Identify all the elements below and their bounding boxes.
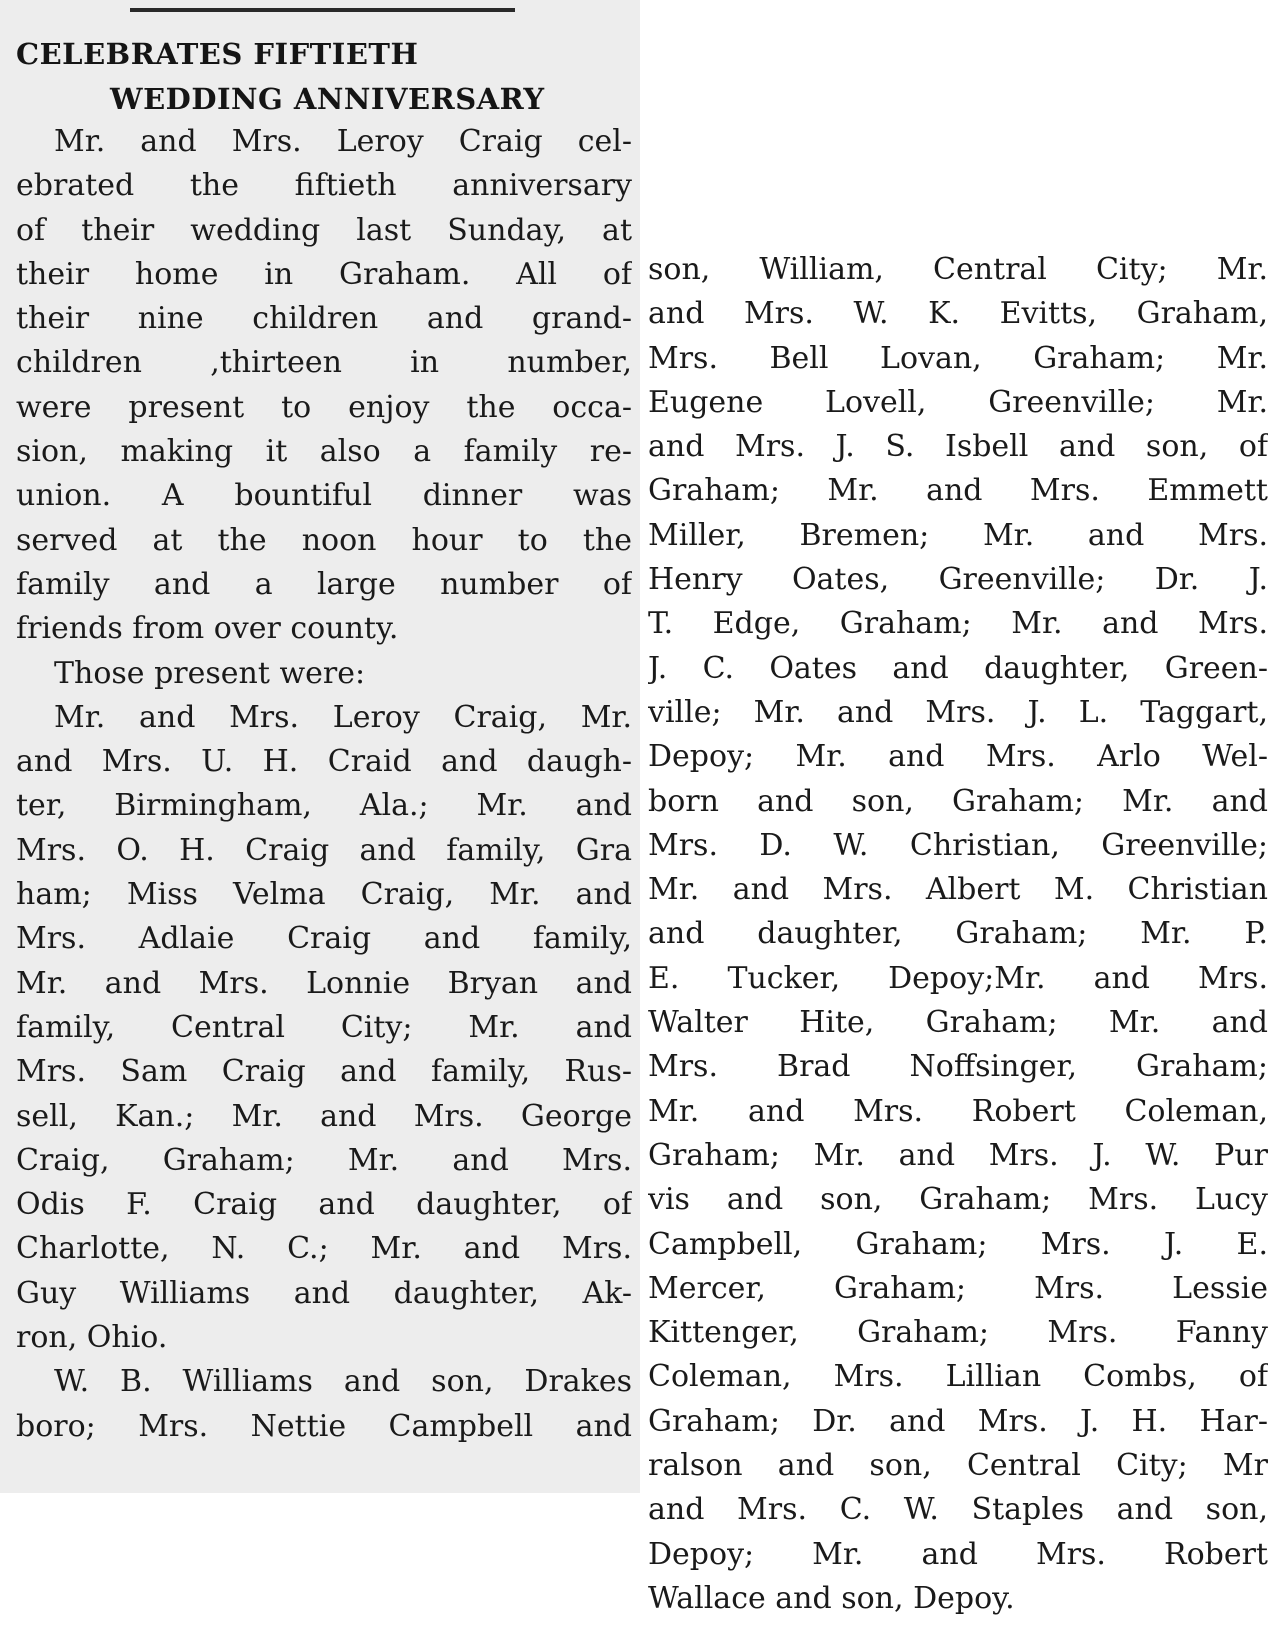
text-line: Mrs. Sam Craig and family, Rus- — [16, 1054, 632, 1090]
text-line: W. B. Williams and son, Drakes — [54, 1364, 632, 1400]
text-line: Mrs. Adlaie Craig and family, — [16, 921, 632, 957]
headline-line-1: CELEBRATES FIFTIETH — [16, 37, 419, 71]
text-line: sion, making it also a family re- — [16, 434, 632, 470]
text-line: Coleman, Mrs. Lillian Combs, of — [648, 1359, 1268, 1395]
text-line: union. A bountiful dinner was — [16, 478, 632, 514]
text-line: friends from over county. — [16, 611, 399, 647]
text-line: of their wedding last Sunday, at — [16, 212, 632, 248]
text-line: vis and son, Graham; Mrs. Lucy — [648, 1182, 1268, 1218]
text-line: Guy Williams and daughter, Ak- — [16, 1275, 632, 1311]
headline-line-2: WEDDING ANNIVERSARY — [110, 82, 545, 116]
text-line: ham; Miss Velma Craig, Mr. and — [16, 877, 632, 913]
text-line: Mr. and Mrs. Robert Coleman, — [648, 1093, 1268, 1129]
text-line: Mrs. D. W. Christian, Greenville; — [648, 827, 1268, 863]
text-line: ter, Birmingham, Ala.; Mr. and — [16, 788, 632, 824]
text-line: children ,thirteen in number, — [16, 345, 632, 381]
text-line: Mrs. Bell Lovan, Graham; Mr. — [648, 340, 1268, 376]
article-column-right — [648, 248, 1268, 1621]
text-line: their nine children and grand- — [16, 301, 632, 337]
text-line: served at the noon hour to the — [16, 522, 632, 558]
text-line: ville; Mr. and Mrs. J. L. Taggart, — [648, 694, 1268, 730]
text-line: and Mrs. U. H. Craid and daugh- — [16, 744, 632, 780]
text-line: ralson and son, Central City; Mr — [648, 1448, 1268, 1484]
text-line: Eugene Lovell, Greenville; Mr. — [648, 384, 1268, 420]
headline-rule — [130, 8, 515, 12]
text-line: boro; Mrs. Nettie Campbell and — [16, 1408, 632, 1444]
text-line: E. Tucker, Depoy;Mr. and Mrs. — [648, 960, 1268, 996]
text-line: born and son, Graham; Mr. and — [648, 783, 1268, 819]
text-line: son, William, Central City; Mr. — [648, 252, 1268, 287]
text-line: and daughter, Graham; Mr. P. — [648, 916, 1268, 952]
article-column-left — [16, 120, 632, 1449]
text-line: ebrated the fiftieth anniversary — [16, 168, 632, 204]
text-line: Mercer, Graham; Mrs. Lessie — [648, 1270, 1268, 1306]
text-line: Mr. and Mrs. Leroy Craig cel- — [54, 124, 632, 159]
text-line: Wallace and son, Depoy. — [648, 1580, 1015, 1616]
text-line: were present to enjoy the occa- — [16, 389, 632, 425]
text-line: Craig, Graham; Mr. and Mrs. — [16, 1142, 632, 1178]
text-line: Graham; Mr. and Mrs. J. W. Pur — [648, 1137, 1268, 1173]
text-line: Mrs. O. H. Craig and family, Gra — [16, 832, 632, 868]
text-line: Depoy; Mr. and Mrs. Robert — [648, 1536, 1268, 1572]
text-line: ron, Ohio. — [16, 1320, 168, 1356]
text-line: Graham; Mr. and Mrs. Emmett — [648, 473, 1268, 509]
text-line: Mr. and Mrs. Lonnie Bryan and — [16, 965, 632, 1001]
text-line: Campbell, Graham; Mrs. J. E. — [648, 1226, 1268, 1262]
text-line: their home in Graham. All of — [16, 256, 632, 292]
article-headline — [14, 32, 634, 122]
text-line: Charlotte, N. C.; Mr. and Mrs. — [16, 1231, 632, 1267]
text-line: Those present were: — [54, 655, 366, 691]
text-line: J. C. Oates and daughter, Green- — [648, 650, 1268, 686]
text-line: and Mrs. J. S. Isbell and son, of — [648, 429, 1268, 465]
text-line: Walter Hite, Graham; Mr. and — [648, 1005, 1268, 1041]
text-line: Kittenger, Graham; Mrs. Fanny — [648, 1315, 1268, 1351]
text-line: family and a large number of — [16, 566, 632, 602]
text-line: Mr. and Mrs. Leroy Craig, Mr. — [54, 699, 632, 735]
text-line: Henry Oates, Greenville; Dr. J. — [648, 562, 1268, 598]
text-line: sell, Kan.; Mr. and Mrs. George — [16, 1098, 632, 1134]
text-line: Graham; Dr. and Mrs. J. H. Har- — [648, 1403, 1268, 1439]
text-line: Miller, Bremen; Mr. and Mrs. — [648, 517, 1268, 553]
text-line: T. Edge, Graham; Mr. and Mrs. — [648, 606, 1268, 642]
text-line: Mrs. Brad Noffsinger, Graham; — [648, 1049, 1268, 1085]
text-line: Mr. and Mrs. Albert M. Christian — [648, 872, 1268, 908]
text-line: family, Central City; Mr. and — [16, 1009, 632, 1045]
text-line: and Mrs. W. K. Evitts, Graham, — [648, 296, 1268, 332]
text-line: and Mrs. C. W. Staples and son, — [648, 1492, 1268, 1528]
text-line: Odis F. Craig and daughter, of — [16, 1187, 632, 1223]
text-line: Depoy; Mr. and Mrs. Arlo Wel- — [648, 739, 1268, 775]
